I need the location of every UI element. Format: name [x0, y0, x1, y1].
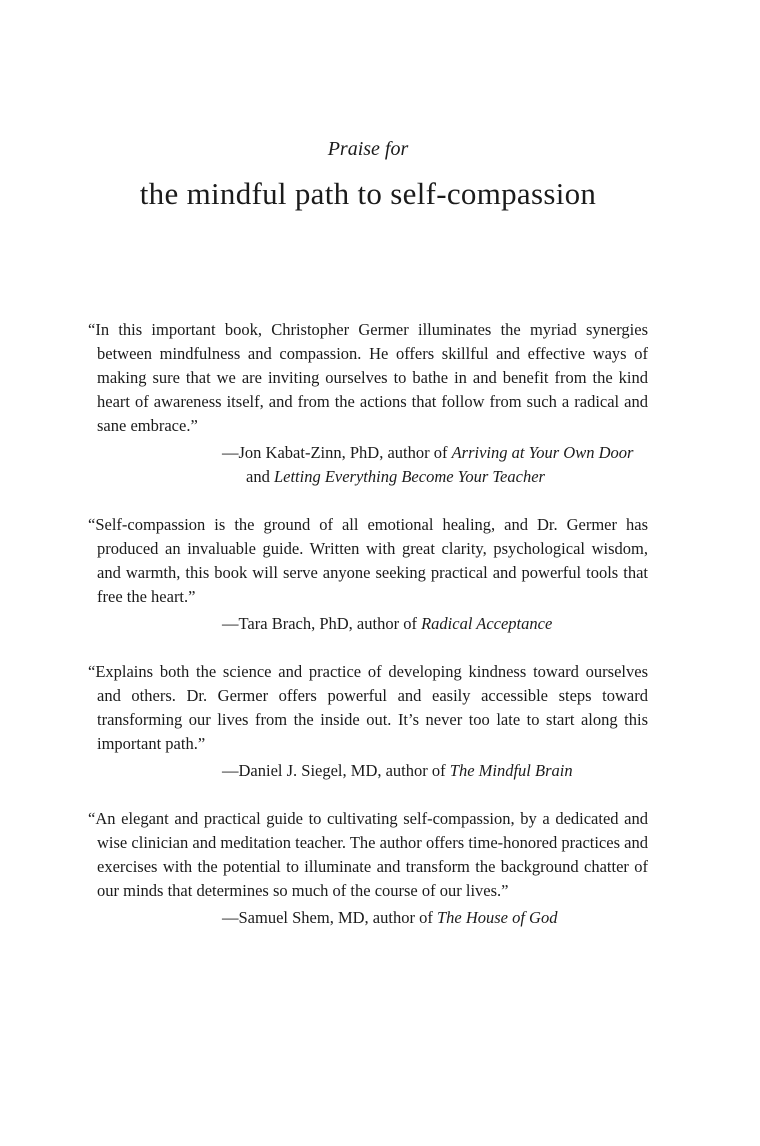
quote-text: “Self-compassion is the ground of all emotional healing, and Dr. Germer has produced an invaluable guide. Written with great clarity, psychological wisdom, and warmth, this book will serve anyone seeking practical and powerful tools that free the heart.”	[88, 515, 648, 606]
attribution-name: —Tara Brach, PhD, author of	[222, 614, 422, 633]
attribution-work-title: The House of God	[436, 908, 558, 927]
attribution-joiner: and	[246, 467, 274, 486]
quote-block	[88, 660, 648, 783]
quote-block	[88, 807, 648, 930]
praise-quotes-list	[88, 318, 648, 930]
book-title: the mindful path to self-compassion	[139, 176, 597, 211]
quote-text: “An elegant and practical guide to cultivating self-compassion, by a dedicated and wise clinician and meditation teacher. The author offers time-honored practices and exercises with the potential to illuminate and transform the background chatter of our minds that determines so much of the course of our lives.”	[88, 809, 648, 900]
quote-text: “Explains both the science and practice of developing kindness toward ourselves and others. Dr. Germer offers powerful and easily accessible steps toward transforming our lives from the inside out. It’s never too late to start along this important path.”	[88, 662, 648, 753]
attribution-name: —Samuel Shem, MD, author of	[222, 908, 437, 927]
attribution-name: —Daniel J. Siegel, MD, author of	[222, 761, 450, 780]
attribution-work-title: Letting Everything Become Your Teacher	[273, 467, 545, 486]
quote-text: “In this important book, Christopher Germer illuminates the myriad synergies between mindfulness and compassion. He offers skillful and effective ways of making sure that we are inviting ourselves to bathe in and benefit from the kind heart of awareness itself, and from the actions that follow from such a radical and sane embrace.”	[88, 320, 648, 435]
attribution-work-title: Radical Acceptance	[421, 614, 553, 633]
quote-attribution	[222, 441, 648, 489]
quote-attribution	[222, 612, 648, 636]
attribution-work-title: The Mindful Brain	[449, 761, 573, 780]
attribution-name: —Jon Kabat-Zinn, PhD, author of	[222, 443, 452, 462]
quote-block	[88, 318, 648, 489]
quote-block	[88, 513, 648, 636]
praise-heading: Praise for	[327, 138, 409, 160]
quote-attribution	[222, 906, 648, 930]
attribution-work-title: Arriving at Your Own Door	[451, 443, 634, 462]
quote-attribution	[222, 759, 648, 783]
page-content	[88, 0, 648, 930]
